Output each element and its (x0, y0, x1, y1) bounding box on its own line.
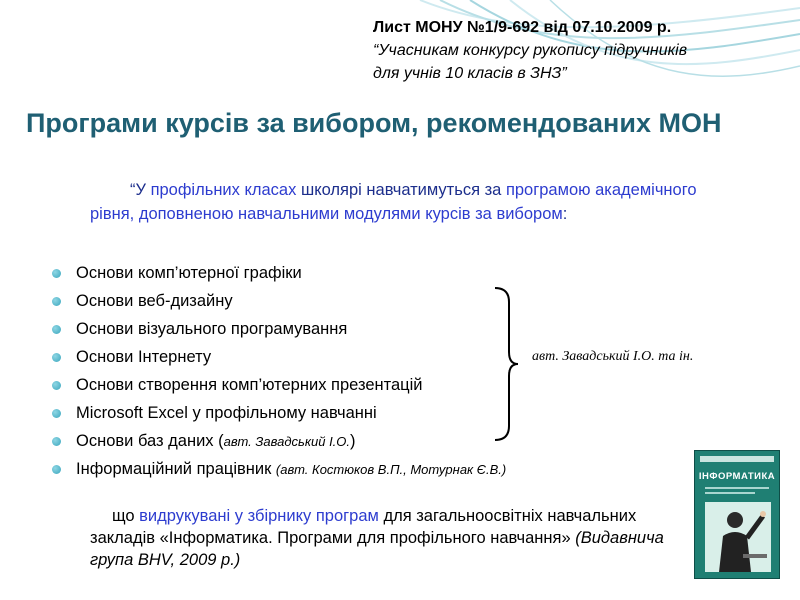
book-cover-image (694, 450, 780, 579)
quote-paragraph (90, 178, 730, 226)
course-name: Основи візуального програмування (76, 320, 348, 338)
book-cover-title: ІНФОРМАТИКА (698, 471, 776, 482)
footer-paragraph (90, 505, 690, 571)
book-cover-band (700, 456, 774, 462)
bullet-icon (52, 381, 61, 390)
course-name: Microsoft Excel у профільному навчанні (76, 404, 377, 422)
footer-text: що (112, 507, 140, 525)
brace-author-note: авт. Завадський І.О. та ін. (532, 349, 694, 364)
course-list (50, 259, 506, 483)
right-brace-icon (493, 286, 519, 442)
course-name: Основи веб-дизайну (76, 292, 233, 310)
quote-text: : (562, 205, 568, 223)
quote-text: “У (130, 181, 151, 199)
course-name: Основи створення комп’ютерних презентацій (76, 376, 423, 394)
letter-reference (373, 16, 793, 85)
list-item (50, 259, 506, 287)
course-author: авт. Завадський І.О. (223, 434, 351, 449)
footer-highlight: видрукувані у збірнику програм (139, 507, 379, 525)
course-name: Основи комп’ютерної графіки (76, 264, 302, 282)
course-name-tail: ) (350, 432, 356, 450)
list-item (50, 371, 506, 399)
bullet-icon (52, 465, 61, 474)
bullet-icon (52, 269, 61, 278)
bullet-icon (52, 297, 61, 306)
quote-highlight: програмою академічного рівня, доповненою навчальними модулями курсів за вибором (90, 181, 697, 223)
quote-text: школярі навчатимуться за (296, 181, 506, 199)
course-name: Інформаційний працівник (76, 460, 276, 478)
bullet-icon (52, 437, 61, 446)
list-item (50, 343, 506, 371)
list-item (50, 287, 506, 315)
list-item (50, 427, 506, 455)
footer-text: для загальноосвітніх навчальних закладів «Інформатика. Програми для профільного навчання» (90, 507, 637, 547)
bullet-icon (52, 353, 61, 362)
book-cover-line (705, 492, 755, 494)
list-item (50, 455, 506, 483)
book-cover-line (705, 487, 769, 489)
list-item (50, 399, 506, 427)
slide-title: Програми курсів за вибором, рекомендованих МОН (26, 108, 722, 138)
list-item (50, 315, 506, 343)
course-name: Основи баз даних ( (76, 432, 224, 450)
course-author: (авт. Костюков В.П., Мотурнак Є.В.) (275, 462, 507, 477)
bullet-icon (52, 409, 61, 418)
footer-publisher: (Видавнича група BHV, 2009 р.) (90, 529, 664, 569)
bullet-icon (52, 325, 61, 334)
letter-subject-line2: для учнів 10 класів в ЗНЗ” (373, 65, 567, 82)
course-name: Основи Інтернету (76, 348, 212, 366)
book-cover-photo (705, 502, 771, 572)
letter-number: Лист МОНУ №1/9-692 від 07.10.2009 р. (373, 19, 672, 36)
letter-subject-line1: “Учасникам конкурсу рукопису підручників (373, 42, 688, 59)
quote-highlight: профільних класах (150, 181, 297, 199)
